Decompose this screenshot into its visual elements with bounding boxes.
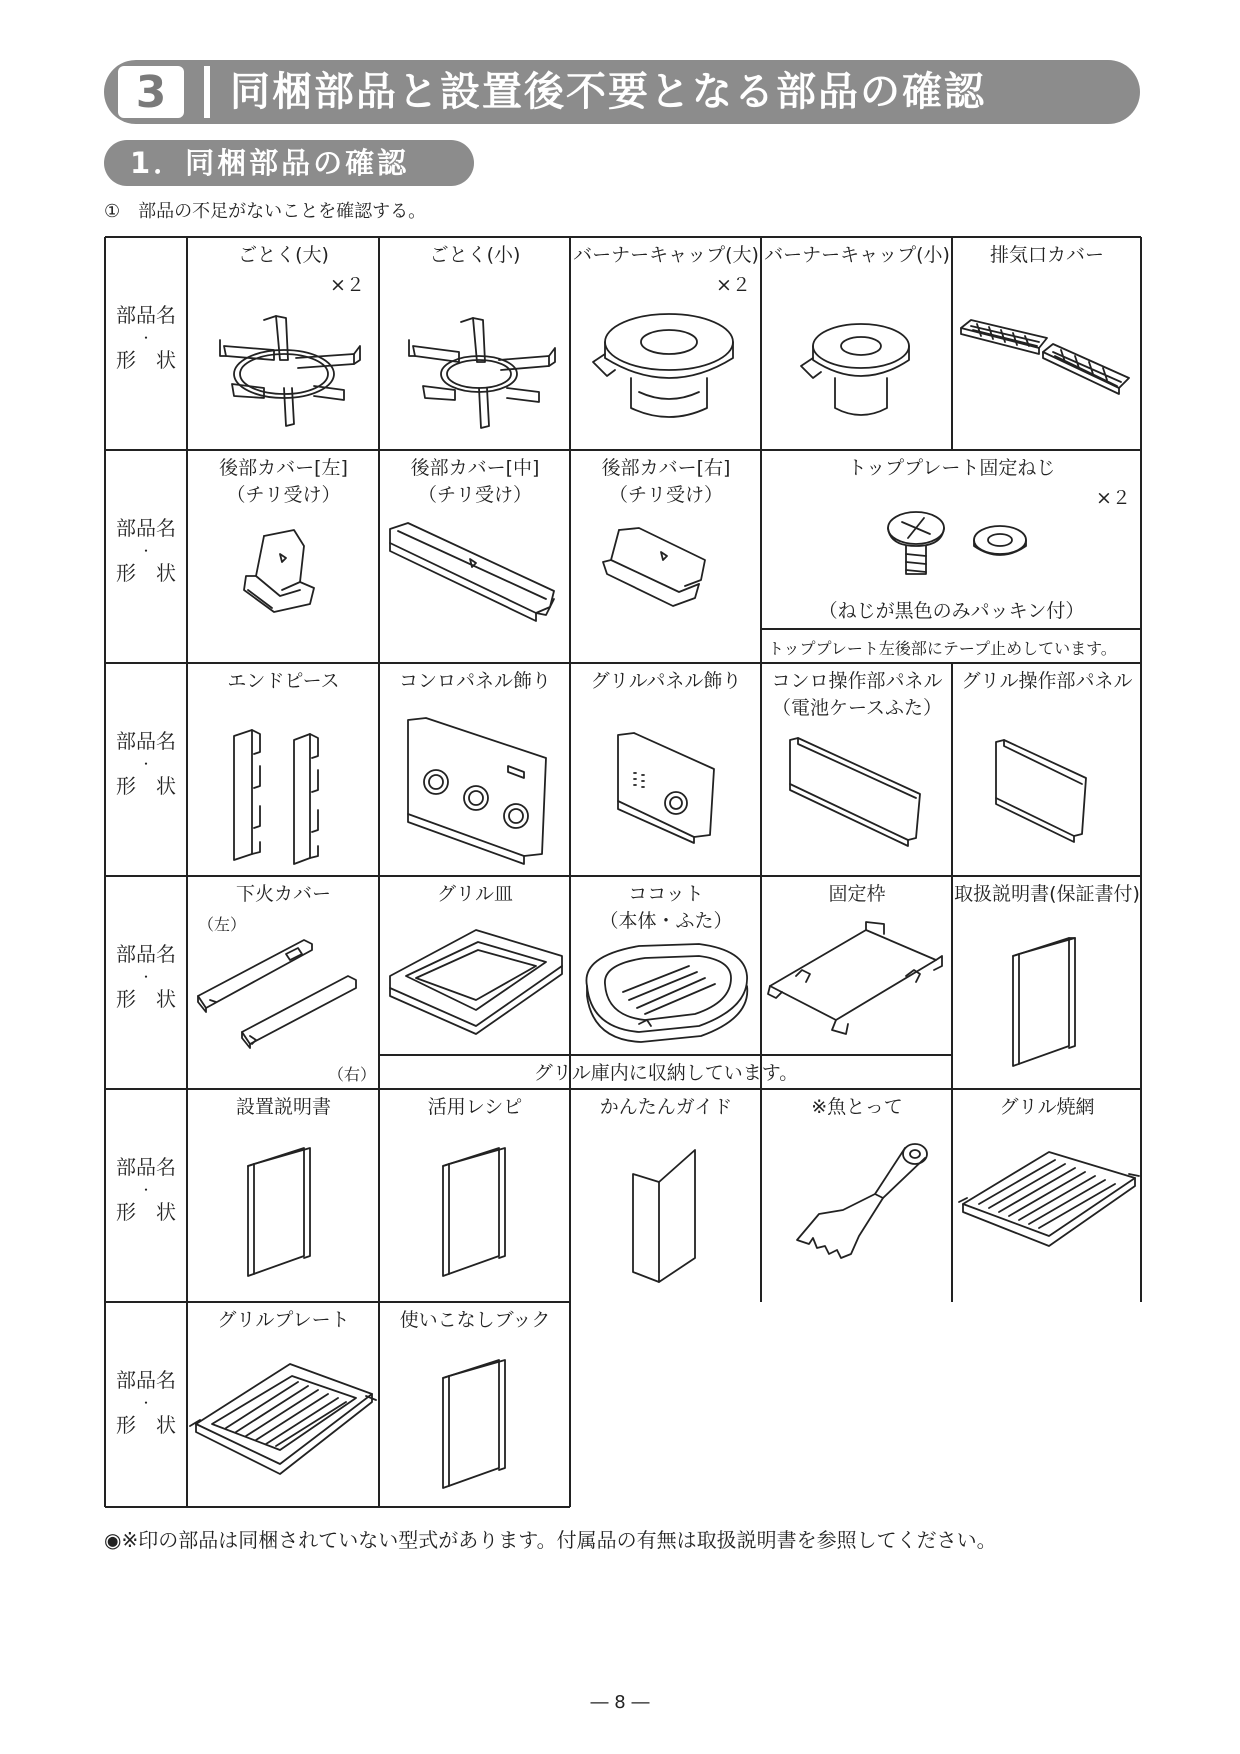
lower-flame-cover-icon bbox=[196, 936, 376, 1056]
part-name: 固定枠 bbox=[828, 883, 886, 905]
grill-rack-icon bbox=[959, 1146, 1139, 1256]
left-label: （左） bbox=[198, 915, 247, 934]
grill-storage-note: グリル庫内に収納しています。 bbox=[533, 1062, 799, 1084]
part-name: 活用レシピ bbox=[427, 1096, 523, 1118]
installation-manual-icon bbox=[244, 1146, 324, 1286]
footnote: ◉※印の部品は同梱されていない型式があります。付属品の有無は取扱説明書を参照してください。 bbox=[104, 1528, 997, 1552]
part-name: バーナーキャップ(大) bbox=[573, 244, 759, 266]
part-name bbox=[762, 668, 952, 722]
row-label-top: 部品名 bbox=[116, 729, 176, 753]
part-name bbox=[188, 455, 379, 509]
row-label bbox=[105, 941, 187, 1013]
stove-control-panel-icon bbox=[786, 736, 936, 846]
row-label-bottom: 形 状 bbox=[116, 561, 176, 585]
row-label-dot: ・ bbox=[139, 970, 152, 984]
part-name: ごとく(小) bbox=[429, 244, 521, 266]
part-name bbox=[571, 881, 761, 935]
row-label bbox=[105, 1154, 187, 1226]
part-name-line: 後部カバー[中] bbox=[410, 457, 540, 479]
section-header bbox=[104, 140, 474, 186]
part-name bbox=[571, 455, 761, 509]
row-label bbox=[105, 302, 187, 374]
row-label bbox=[105, 1367, 187, 1439]
row-label-bottom: 形 状 bbox=[116, 987, 176, 1011]
part-name: 排気口カバー bbox=[989, 244, 1104, 266]
part-name-line: （電池ケースふた） bbox=[771, 697, 943, 719]
part-name: グリル皿 bbox=[436, 883, 513, 905]
grill-plate-icon bbox=[190, 1356, 380, 1486]
part-name: グリルプレート bbox=[217, 1309, 350, 1331]
part-name bbox=[380, 455, 570, 509]
row-label-top: 部品名 bbox=[116, 1368, 176, 1392]
end-piece-icon bbox=[224, 726, 344, 876]
right-label: （右） bbox=[328, 1065, 377, 1084]
part-name: エンドピース bbox=[227, 670, 340, 692]
screw-packing-note: （ねじが黒色のみパッキン付） bbox=[818, 600, 1085, 622]
part-name: かんたんガイド bbox=[599, 1096, 733, 1118]
row-label-bottom: 形 状 bbox=[116, 348, 176, 372]
part-name-line: 後部カバー[右] bbox=[601, 457, 731, 479]
part-name: 使いこなしブック bbox=[399, 1309, 551, 1331]
row-label-bottom: 形 状 bbox=[116, 1200, 176, 1224]
part-name-line: （チリ受け） bbox=[608, 484, 723, 506]
row-label-dot: ・ bbox=[139, 1396, 152, 1410]
part-name-line: （本体・ふた） bbox=[599, 910, 733, 932]
row-label-top: 部品名 bbox=[116, 516, 176, 540]
row-label-top: 部品名 bbox=[116, 942, 176, 966]
screw-location-note: トッププレート左後部にテープ止めしています。 bbox=[768, 639, 1117, 658]
part-quantity: ×２ bbox=[1096, 487, 1131, 509]
row-label bbox=[105, 515, 187, 587]
exhaust-cover-icon bbox=[959, 316, 1139, 416]
part-name: グリル焼網 bbox=[999, 1096, 1095, 1118]
large-trivet-icon bbox=[204, 306, 364, 436]
screw-icon bbox=[884, 506, 1034, 586]
chapter-number: 3 bbox=[135, 67, 167, 118]
part-name: バーナーキャップ(小) bbox=[764, 244, 950, 266]
part-quantity: ×２ bbox=[330, 274, 365, 296]
page-number: ― 8 ― bbox=[590, 1692, 650, 1713]
quick-guide-icon bbox=[629, 1146, 709, 1286]
small-burner-cap-icon bbox=[799, 312, 919, 442]
chapter-number-box bbox=[118, 66, 184, 118]
chapter-header bbox=[104, 60, 1140, 124]
part-name: 設置説明書 bbox=[235, 1096, 331, 1118]
part-name-line: コンロ操作部パネル bbox=[771, 670, 943, 692]
parts-table bbox=[104, 236, 1142, 1508]
chapter-title: 同梱部品と設置後不要となる部品の確認 bbox=[230, 69, 986, 115]
grill-panel-trim-icon bbox=[614, 731, 724, 841]
recipe-book-icon bbox=[439, 1146, 519, 1286]
grill-tray-icon bbox=[386, 926, 566, 1036]
small-trivet-icon bbox=[399, 306, 559, 436]
grill-control-panel-icon bbox=[992, 738, 1102, 848]
stove-panel-trim-icon bbox=[404, 716, 554, 866]
chapter-separator bbox=[204, 66, 210, 118]
rear-cover-right-icon bbox=[599, 526, 719, 616]
section-title: 1．同梱部品の確認 bbox=[130, 146, 410, 180]
row-label-dot: ・ bbox=[139, 757, 152, 771]
rear-cover-center-icon bbox=[386, 521, 566, 631]
rear-cover-left-icon bbox=[234, 526, 334, 636]
fish-spatula-icon bbox=[779, 1136, 939, 1276]
part-name-line: ココット bbox=[628, 883, 704, 905]
part-name: コンロパネル飾り bbox=[398, 670, 551, 692]
part-name: 取扱説明書(保証書付) bbox=[954, 883, 1140, 905]
part-name: トッププレート固定ねじ bbox=[847, 457, 1056, 479]
row-label-dot: ・ bbox=[139, 331, 152, 345]
part-name: グリル操作部パネル bbox=[961, 670, 1133, 692]
fixing-frame-icon bbox=[766, 916, 946, 1046]
row-label-bottom: 形 状 bbox=[116, 774, 176, 798]
part-name: ごとく(大) bbox=[238, 244, 329, 266]
part-name: 下火カバー bbox=[235, 883, 331, 905]
row-label-dot: ・ bbox=[139, 544, 152, 558]
part-name: グリルパネル飾り bbox=[590, 670, 742, 692]
owner-manual-icon bbox=[1009, 936, 1089, 1076]
part-name-line: （チリ受け） bbox=[226, 484, 341, 506]
cocotte-icon bbox=[579, 936, 754, 1046]
row-label bbox=[105, 728, 187, 800]
part-name: ※魚とって bbox=[811, 1096, 903, 1118]
row-label-bottom: 形 状 bbox=[116, 1413, 176, 1437]
large-burner-cap-icon bbox=[591, 302, 741, 442]
part-quantity: ×２ bbox=[716, 274, 751, 296]
usage-book-icon bbox=[439, 1358, 519, 1498]
row-label-top: 部品名 bbox=[116, 303, 176, 327]
instruction-text: ① 部品の不足がないことを確認する。 bbox=[104, 201, 427, 222]
part-name-line: （チリ受け） bbox=[417, 484, 532, 506]
part-name-line: 後部カバー[左] bbox=[219, 457, 348, 479]
row-label-dot: ・ bbox=[139, 1183, 152, 1197]
row-label-top: 部品名 bbox=[116, 1155, 176, 1179]
